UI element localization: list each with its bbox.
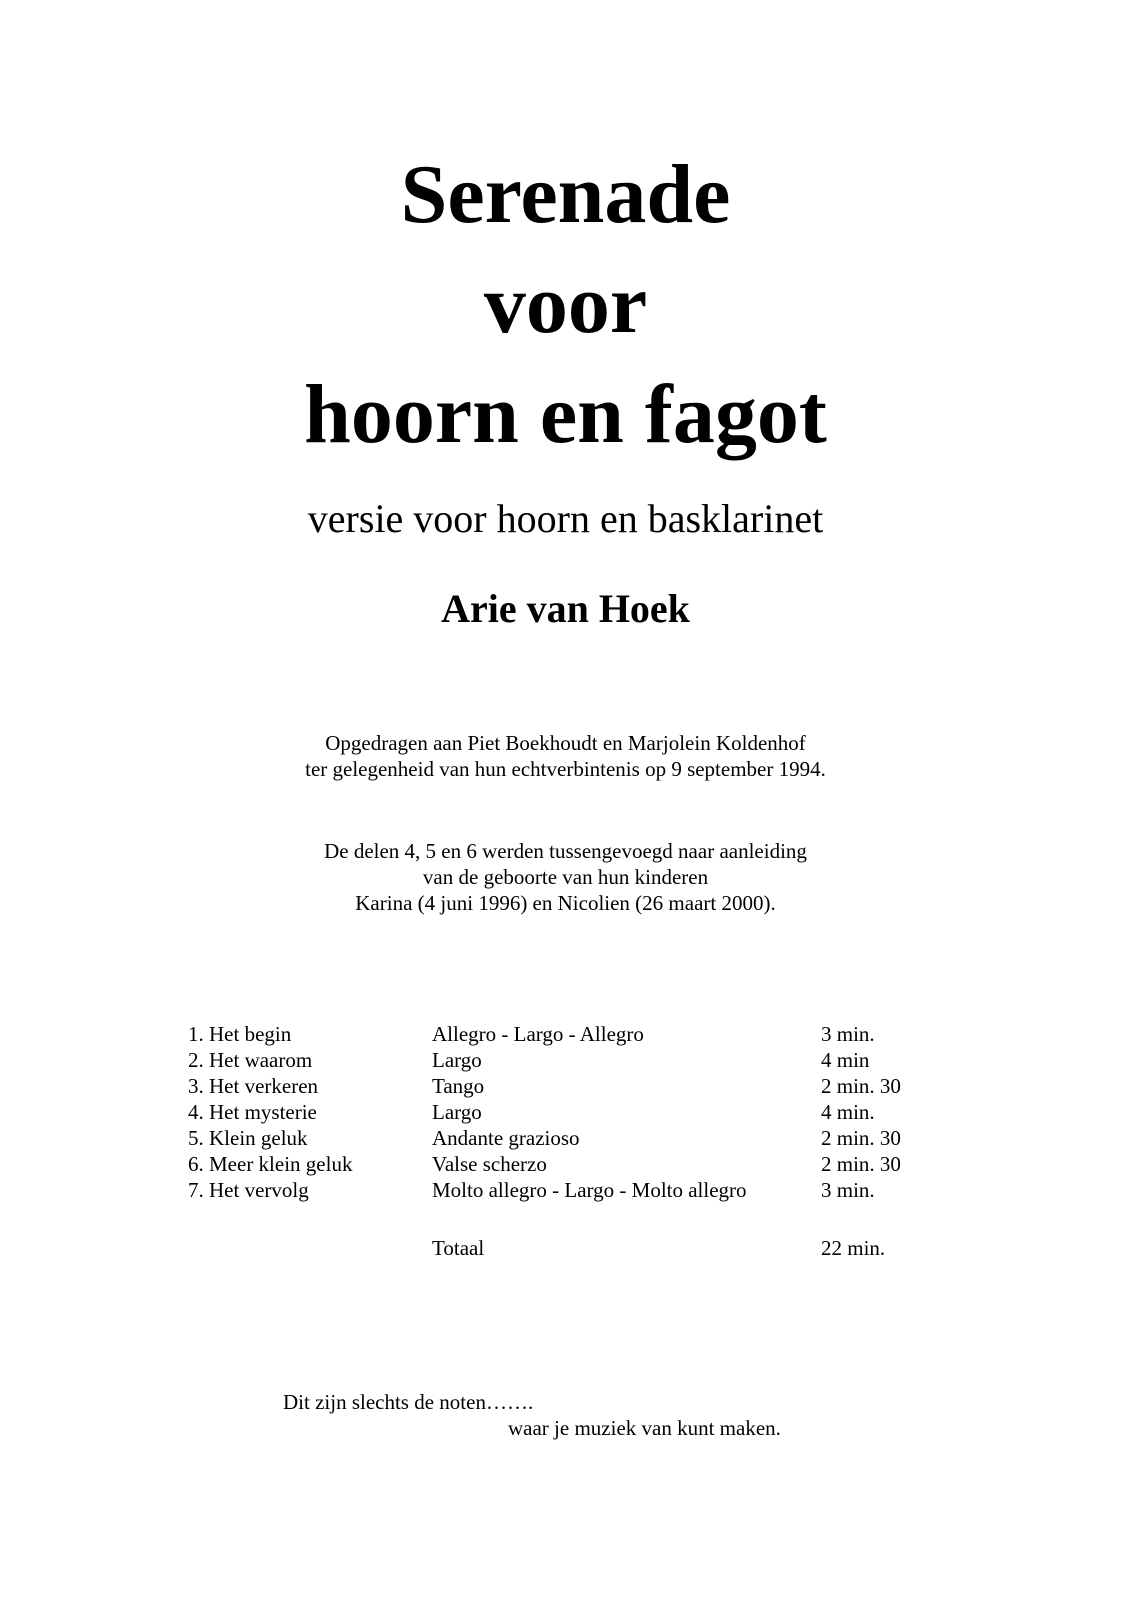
title-line-1: Serenade (400, 148, 731, 241)
note-line-3: Karina (4 juni 1996) en Nicolien (26 maart 2000). (355, 891, 776, 915)
note-line-1: De delen 4, 5 en 6 werden tussengevoegd naar aanleiding (324, 839, 807, 863)
title-line-3: hoorn en fagot (304, 368, 827, 461)
movement-duration: 2 min. 30 (821, 1126, 901, 1150)
movement-tempo: Largo (432, 1048, 482, 1072)
movement-tempo: Andante grazioso (432, 1126, 580, 1150)
note-line-2: van de geboorte van hun kinderen (422, 865, 709, 889)
movements-note (0, 838, 1131, 916)
movement-tempo: Largo (432, 1100, 482, 1124)
movement-tempo: Molto allegro - Largo - Molto allegro (432, 1178, 747, 1202)
movement-duration: 4 min (821, 1048, 870, 1072)
dedication-line-1: Opgedragen aan Piet Boekhoudt en Marjolein Koldenhof (325, 731, 806, 755)
movement-tempo: Valse scherzo (432, 1152, 547, 1176)
movement-tempo: Allegro - Largo - Allegro (432, 1022, 644, 1046)
closing-line-1: Dit zijn slechts de noten……. (283, 1390, 534, 1414)
dedication-line-2: ter gelegenheid van hun echtverbintenis op 9 september 1994. (305, 757, 826, 781)
movement-title: 5. Klein geluk (188, 1126, 308, 1150)
movement-title: 3. Het verkeren (188, 1074, 319, 1098)
movement-duration: 2 min. 30 (821, 1152, 901, 1176)
movement-duration: 2 min. 30 (821, 1074, 901, 1098)
total-value: 22 min. (821, 1236, 886, 1260)
movement-title: 4. Het mysterie (188, 1100, 317, 1124)
title-line-2: voor (483, 258, 648, 351)
movement-title: 1. Het begin (188, 1022, 292, 1046)
movement-title: 6. Meer klein geluk (188, 1152, 353, 1176)
movement-tempo: Tango (432, 1074, 485, 1098)
dedication (0, 730, 1131, 782)
total-label: Totaal (432, 1236, 485, 1260)
closing-line-2: waar je muziek van kunt maken. (508, 1416, 781, 1440)
composer-name: Arie van Hoek (441, 586, 690, 631)
movement-title: 7. Het vervolg (188, 1178, 309, 1202)
movement-duration: 3 min. (821, 1022, 875, 1046)
movement-duration: 3 min. (821, 1178, 875, 1202)
subtitle: versie voor hoorn en basklarinet (307, 496, 824, 541)
title-block (0, 140, 1131, 470)
movement-duration: 4 min. (821, 1100, 875, 1124)
movement-title: 2. Het waarom (188, 1048, 313, 1072)
total-row (188, 1235, 988, 1261)
